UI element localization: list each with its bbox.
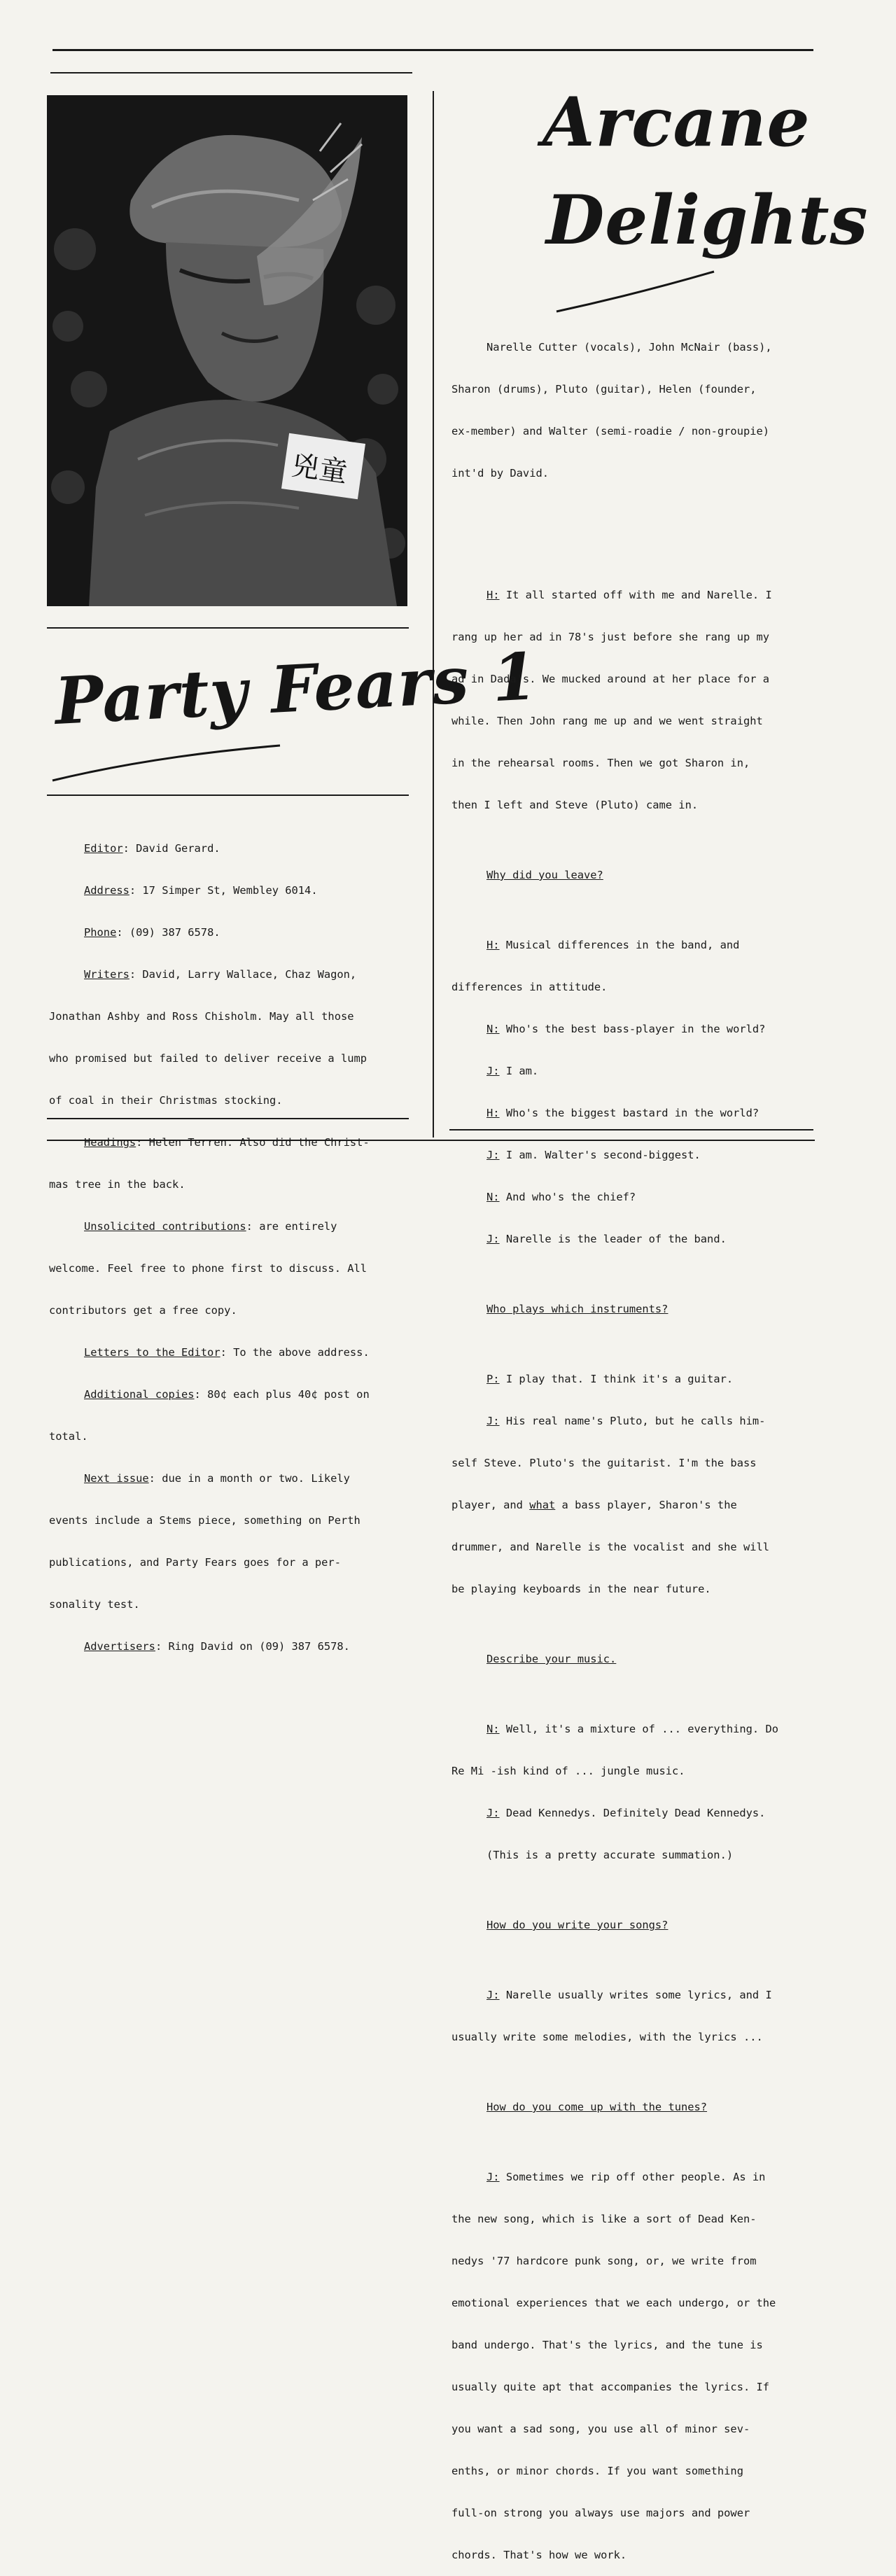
dialog-line: J: I am. — [486, 1065, 539, 1077]
answer-line: chords. That's how we work. — [451, 2549, 627, 2561]
dialog-line: J: Narelle is the leader of the band. — [486, 1233, 727, 1245]
answer-line: in the rehearsal rooms. Then we got Sharon in, — [451, 757, 750, 769]
band-photo — [47, 95, 407, 606]
answer-paragraph: J: Sometimes we rip off other people. As in — [486, 2171, 766, 2183]
credit-unsolicited-line: welcome. Feel free to phone first to discuss. All — [49, 1262, 368, 1275]
question-heading: Who plays which instruments? — [486, 1303, 668, 1315]
answer-paragraph: H: Musical differences in the band, and — [486, 939, 740, 951]
credit-writers-line: Jonathan Ashby and Ross Chisholm. May all those — [49, 1010, 354, 1023]
credit-unsolicited: Unsolicited contributions: are entirely — [84, 1220, 337, 1233]
credit-headings: Headings: Helen Terren. Also did the Christ- — [84, 1136, 370, 1149]
party-fears-title: Party Fears 1 — [52, 638, 540, 739]
answer-line: emotional experiences that we each undergo, or the — [451, 2297, 776, 2309]
title-swash — [49, 735, 413, 784]
credit-headings-line: mas tree in the back. — [49, 1178, 186, 1191]
arcane-title-line1: Arcane — [542, 83, 811, 162]
answer-line: then I left and Steve (Pluto) came in. — [451, 799, 699, 811]
credit-writers-line: of coal in their Christmas stocking. — [49, 1094, 283, 1107]
credit-advertisers: Advertisers: Ring David on (09) 387 6578. — [84, 1640, 350, 1653]
interview-column — [451, 312, 778, 2576]
answer-paragraph: P: I play that. I think it's a guitar. — [486, 1373, 734, 1385]
answer-paragraph: J: His real name's Pluto, but he calls him- — [486, 1415, 766, 1427]
dialog-line: H: Who's the biggest bastard in the world? — [486, 1107, 760, 1119]
title-bottom-rule — [47, 794, 409, 796]
intro-line: Sharon (drums), Pluto (guitar), Helen (founder, — [451, 383, 757, 396]
credit-unsolicited-line: contributors get a free copy. — [49, 1304, 237, 1317]
credit-next-issue-line: events include a Stems piece, something on Perth — [49, 1514, 360, 1527]
question-heading: How do you write your songs? — [486, 1919, 668, 1931]
question-heading: Describe your music. — [486, 1653, 617, 1665]
credit-additional-copies: Additional copies: 80¢ each plus 40¢ post on — [84, 1388, 370, 1401]
question-heading: Why did you leave? — [486, 869, 603, 881]
answer-line: band undergo. That's the lyrics, and the tune is — [451, 2339, 763, 2351]
answer-line: rang up her ad in 78's just before she rang up my — [451, 631, 770, 643]
answer-line: usually write some melodies, with the lyrics ... — [451, 2031, 763, 2043]
answer-line: (This is a pretty accurate summation.) — [486, 1849, 734, 1861]
answer-line: usually quite apt that accompanies the lyrics. If — [451, 2381, 770, 2393]
answer-line: ad in Dada's. We mucked around at her place for a — [451, 673, 770, 685]
answer-paragraph: H: It all started off with me and Narelle. I — [486, 589, 772, 601]
arcane-swash — [553, 266, 749, 315]
dialog-line: N: And who's the chief? — [486, 1191, 636, 1203]
credit-phone: Phone: (09) 387 6578. — [84, 926, 220, 939]
dialog-line: N: Who's the best bass-player in the world? — [486, 1023, 766, 1035]
credit-next-issue: Next issue: due in a month or two. Likely — [84, 1472, 350, 1485]
answer-paragraph: J: Narelle usually writes some lyrics, and I — [486, 1989, 772, 2001]
dialog-line: J: I am. Walter's second-biggest. — [486, 1149, 701, 1161]
photo-bottom-rule — [47, 627, 409, 629]
photo-illustration — [47, 95, 407, 606]
left-header-rule — [50, 72, 412, 74]
photo-patch-text: 兇童 — [289, 449, 350, 489]
answer-line: be playing keyboards in the near future. — [451, 1583, 711, 1595]
answer-paragraph: J: Dead Kennedys. Definitely Dead Kennedys. — [486, 1807, 766, 1819]
answer-line: you want a sad song, you use all of minor sev- — [451, 2423, 750, 2435]
intro-line: ex-member) and Walter (semi-roadie / non-groupie) — [451, 425, 770, 438]
credit-letters: Letters to the Editor: To the above address. — [84, 1346, 370, 1359]
credit-editor: Editor: David Gerard. — [84, 842, 220, 855]
question-heading: How do you come up with the tunes? — [486, 2101, 708, 2113]
intro-line: Narelle Cutter (vocals), John McNair (bass), — [486, 341, 772, 354]
answer-line: enths, or minor chords. If you want something — [451, 2465, 743, 2477]
answer-line: player, and what a bass player, Sharon's the — [451, 1499, 737, 1511]
column-divider — [433, 91, 434, 1138]
intro-line: int'd by David. — [451, 467, 549, 479]
answer-paragraph: N: Well, it's a mixture of ... everything. Do — [486, 1723, 778, 1735]
arcane-title-line2: Delights — [546, 181, 869, 260]
top-rule — [52, 49, 813, 51]
answer-line: differences in attitude. — [451, 981, 608, 993]
answer-line: Re Mi -ish kind of ... jungle music. — [451, 1765, 685, 1777]
answer-line: self Steve. Pluto's the guitarist. I'm the bass — [451, 1457, 757, 1469]
answer-line: while. Then John rang me up and we went straight — [451, 715, 763, 727]
answer-line: drummer, and Narelle is the vocalist and she will — [451, 1541, 770, 1553]
answer-line: nedys '77 hardcore punk song, or, we write from — [451, 2255, 757, 2267]
answer-line: the new song, which is like a sort of Dead Ken- — [451, 2213, 757, 2225]
credit-writers: Writers: David, Larry Wallace, Chaz Wagon, — [84, 968, 357, 981]
credit-additional-line: total. — [49, 1430, 88, 1443]
credit-writers-line: who promised but failed to deliver receive a lump — [49, 1052, 368, 1065]
masthead-credits — [49, 813, 370, 1667]
credit-next-issue-line: publications, and Party Fears goes for a per- — [49, 1556, 341, 1569]
answer-line: full-on strong you always use majors and power — [451, 2507, 750, 2519]
credit-address: Address: 17 Simper St, Wembley 6014. — [84, 884, 318, 897]
credit-next-issue-line: sonality test. — [49, 1598, 140, 1611]
